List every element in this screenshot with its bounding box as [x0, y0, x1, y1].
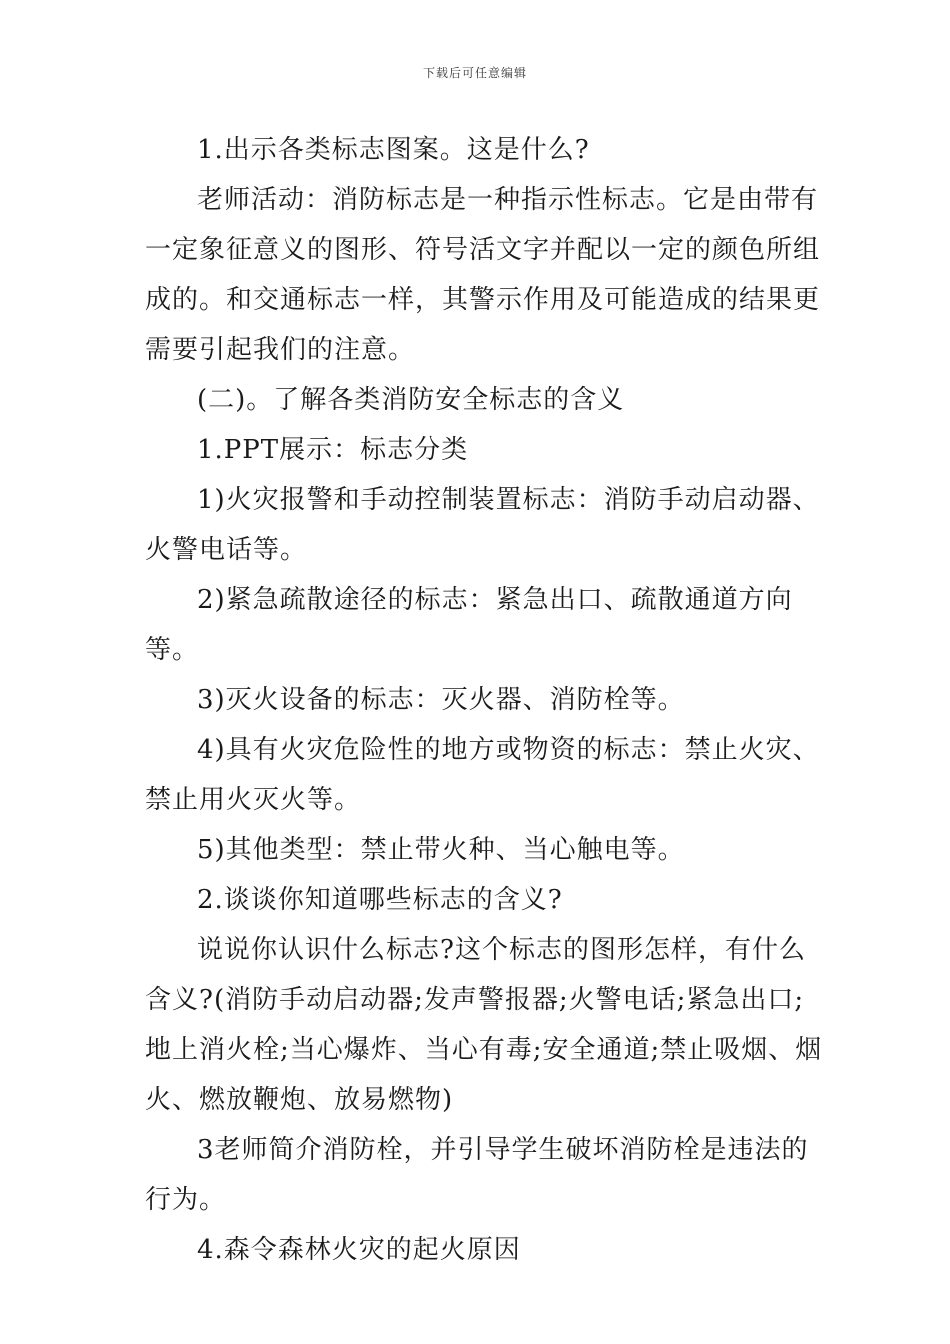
paragraph-teacher-activity: 老师活动：消防标志是一种指示性标志。它是由带有一定象征意义的图形、符号活文字并配以一定的颜色所组成的。和交通标志一样，其警示作用及可能造成的结果更需要引起我们的注意。	[145, 185, 821, 365]
document-body	[145, 125, 825, 1275]
paragraph-category-2: 2)紧急疏散途径的标志：紧急出口、疏散通道方向等。	[145, 585, 793, 665]
paragraph-talk-about-signs: 说说你认识什么标志?这个标志的图形怎样，有什么含义?(消防手动启动器;发声警报器;火警电话;紧急出口;地上消火栓;当心爆炸、当心有毒;安全通道;禁止吸烟、烟火、燃放鞭炮、放易燃物)	[145, 935, 823, 1115]
paragraph-discuss-signs: 2.谈谈你知道哪些标志的含义?	[197, 885, 563, 915]
paragraph-show-signs: 1.出示各类标志图案。这是什么?	[197, 135, 590, 165]
paragraph-category-4: 4)具有火灾危险性的地方或物资的标志：禁止火灾、禁止用火灭火等。	[145, 735, 820, 815]
paragraph-fire-hydrant: 3老师简介消防栓，并引导学生破坏消防栓是违法的行为。	[145, 1135, 809, 1215]
paragraph-ppt-classification: 1.PPT展示：标志分类	[197, 435, 469, 465]
paragraph-category-3: 3)灭火设备的标志：灭火器、消防栓等。	[197, 685, 685, 715]
paragraph-category-5: 5)其他类型：禁止带火种、当心触电等。	[197, 835, 685, 865]
paragraph-forest-fire-causes: 4.森令森林火灾的起火原因	[197, 1235, 521, 1265]
page-header: 下载后可任意编辑	[422, 66, 527, 80]
paragraph-section-heading: (二)。了解各类消防安全标志的含义	[197, 385, 625, 415]
paragraph-category-1: 1)火灾报警和手动控制装置标志：消防手动启动器、火警电话等。	[145, 485, 820, 565]
